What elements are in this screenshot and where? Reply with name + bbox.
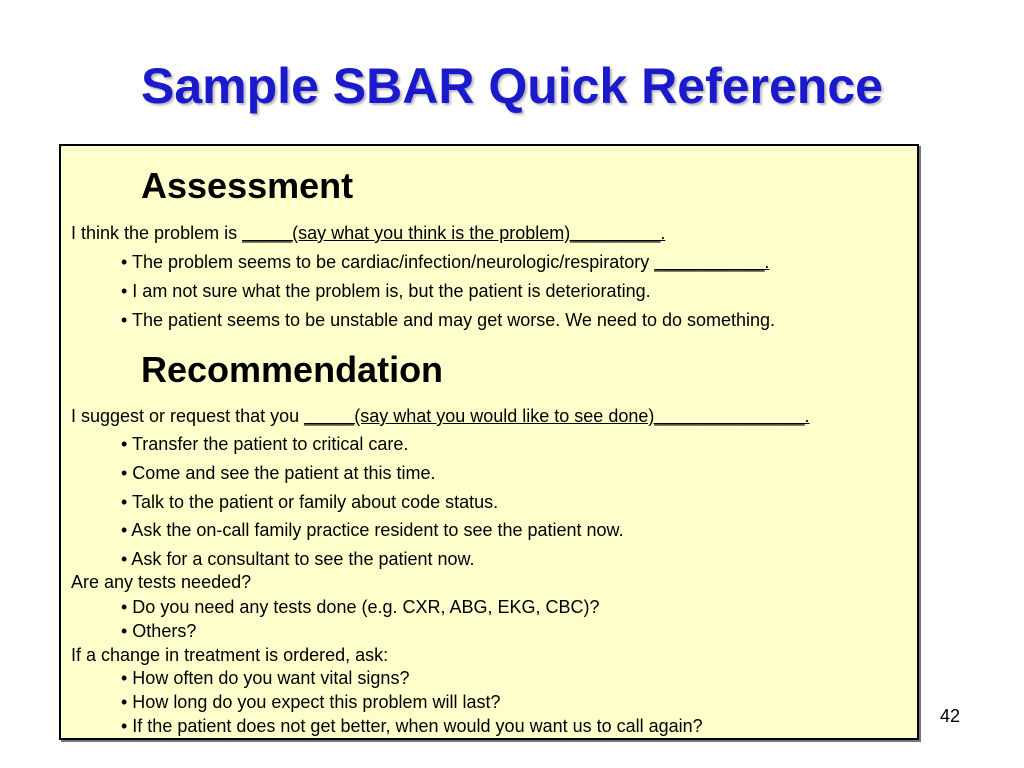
recommendation-bullet-5: • Ask for a consultant to see the patient now.	[121, 549, 475, 569]
recommendation-bullet-1: • Transfer the patient to critical care.	[121, 434, 409, 454]
tests-question: Are any tests needed?	[71, 572, 252, 592]
assessment-bullet-text: • The problem seems to be cardiac/infection/neurologic/respiratory	[121, 252, 655, 272]
assessment-bullet-2: • I am not sure what the problem is, but the patient is deteriorating.	[121, 281, 651, 301]
recommendation-bullet-3: • Talk to the patient or family about code status.	[121, 492, 499, 512]
assessment-bullet-blank: ___________.	[654, 252, 770, 272]
change-bullet-3: • If the patient does not get better, when would you want us to call again?	[121, 716, 703, 736]
page-number: 42	[940, 706, 961, 726]
recommendation-lead-text: I suggest or request that you	[71, 406, 305, 426]
assessment-bullet-3: • The patient seems to be unstable and may get worse. We need to do something.	[121, 310, 776, 330]
assessment-bullet-1	[121, 251, 769, 273]
assessment-lead-blank: _____(say what you think is the problem)_________.	[242, 223, 666, 243]
reference-card	[59, 144, 919, 740]
tests-bullet-2: • Others?	[121, 621, 197, 641]
assessment-lead-text: I think the problem is	[71, 223, 243, 243]
change-bullet-1: • How often do you want vital signs?	[121, 668, 410, 688]
assessment-heading: Assessment	[141, 165, 354, 206]
tests-bullet-1: • Do you need any tests done (e.g. CXR, ABG, EKG, CBC)?	[121, 597, 600, 617]
change-question: If a change in treatment is ordered, ask:	[71, 645, 389, 665]
recommendation-lead	[71, 405, 810, 427]
recommendation-bullet-2: • Come and see the patient at this time.	[121, 463, 436, 483]
change-bullet-2: • How long do you expect this problem will last?	[121, 692, 501, 712]
recommendation-lead-blank: _____(say what you would like to see done)_______________.	[304, 406, 810, 426]
recommendation-bullet-4: • Ask the on-call family practice resident to see the patient now.	[121, 520, 624, 540]
recommendation-heading: Recommendation	[141, 349, 444, 390]
assessment-lead	[71, 222, 665, 244]
page-title: Sample SBAR Quick Reference	[141, 58, 883, 114]
